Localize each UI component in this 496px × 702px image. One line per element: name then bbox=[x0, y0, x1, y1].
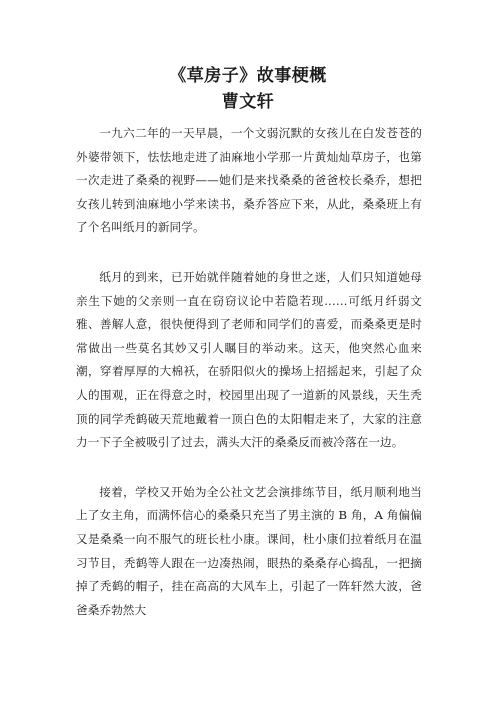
document-body bbox=[76, 122, 422, 648]
paragraph-3: 接着，学校又开始为全公社文艺会演排练节目，纸月顺利地当上了女主角，而满怀信心的桑桑只充当了男主演的 B 角，A 角偏偏又是桑桑一向不服气的班长杜小康。课间，杜小康们拉着纸月在温习节目，秃鹤等人跟在一边凑热闹，眼热的桑桑存心捣乱，一把摘掉了秃鹤的帽子，挂在高高的大风车上，引起了一阵轩然大波，爸爸桑乔勃然大 bbox=[76, 484, 422, 617]
paragraph-2: 纸月的到来，已开始就伴随着她的身世之迷，人们只知道她母亲生下她的父亲则一直在窃窃议论中若隐若现……可纸月纤弱文雅、善解人意，很快便得到了老师和同学们的喜爱，而桑桑更是时常做出一些莫名其妙又引人瞩目的举动来。这天，他突然心血来潮，穿着厚厚的大棉袄，在骄阳似火的操场上招摇起来，引起了众人的围观，正在得意之时，校园里出现了一道新的风景线，天生秃顶的同学秃鹤破天荒地戴着一顶白色的太阳帽走来了，大家的注意力一下子全被吸引了过去，满头大汗的桑桑反而被冷落在一边。 bbox=[76, 269, 422, 450]
document-title: 《草房子》故事梗概 bbox=[169, 66, 327, 86]
document-author: 曹文轩 bbox=[221, 92, 275, 112]
paragraph-1: 一九六二年的一天早晨，一个文弱沉默的女孩儿在白发苍苍的外婆带领下，怯怯地走进了油麻地小学那一片黄灿灿草房子，也第一次走进了桑桑的视野——她们是来找桑桑的爸爸校长桑乔，想把女孩儿转到油麻地小学来读书，桑乔答应下来，从此，桑桑班上有了个名叫纸月的新同学。 bbox=[76, 126, 422, 235]
